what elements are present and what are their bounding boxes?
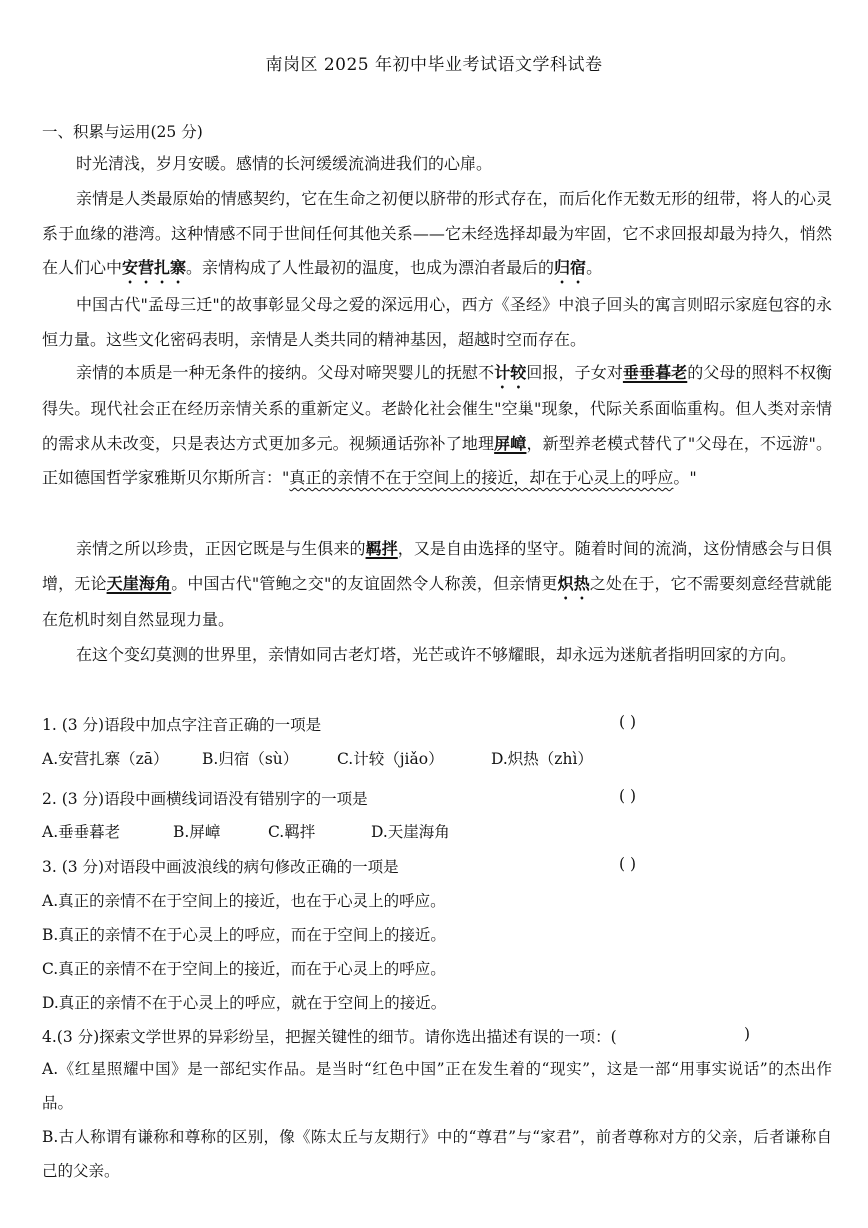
p2-text-c: 。亲情构成了人性最初的温度，也成为漂泊者最后的: [186, 258, 555, 277]
p4-text-e: 的父母的照料不权衡得失。现代社会正在经历亲情关系的重新定义。老龄化社会催生"空巢"现象，代际关系面临重构。但人类对亲情的需求从未改变，只是表达方式更加多元。视频通话弥补了地理: [42, 363, 832, 453]
p4-text-i: 。": [673, 468, 697, 487]
question-2-answer-blank[interactable]: ( ): [619, 787, 637, 805]
p4-underlined-word-2: 屏嶂: [494, 433, 527, 453]
question-2-stem: 2. (3 分)语段中画横线词语没有错别字的一项是: [42, 790, 368, 808]
question-2-options: [42, 820, 450, 842]
p5-text-c: ，又是自由选择的坚守。随着时间的流淌，这份情感会与日俱增，无论: [42, 539, 832, 593]
question-1-options: [42, 747, 593, 769]
question-1-stem: 1. (3 分)语段中加点字注音正确的一项是: [42, 716, 322, 734]
q4-option-a[interactable]: A.《红星照耀中国》是一部纪实作品。是当时“红色中国”正在发生着的“现实”，这是一部“用事实说话”的杰出作品。: [42, 1060, 832, 1112]
paragraph-6: 在这个变幻莫测的世界里，亲情如同古老灯塔，光芒或许不够耀眼，却永远为迷航者指明回家的方向。: [76, 645, 797, 664]
exam-title: 南岗区 2025 年初中毕业考试语文学科试卷: [265, 55, 603, 75]
p4-text-c: 回报，子女对: [526, 363, 623, 382]
q3-option-b[interactable]: B.真正的亲情不在于心灵上的呼应，而在于空间上的接近。: [42, 926, 446, 944]
q2-option-c[interactable]: C.羁拌: [268, 823, 316, 841]
q1-option-a[interactable]: A.安营扎寨（zā）: [42, 750, 169, 768]
p2-text-e: 。: [586, 258, 603, 277]
question-1-answer-blank[interactable]: ( ): [619, 713, 637, 731]
q3-option-d[interactable]: D.真正的亲情不在于心灵上的呼应，就在于空间上的接近。: [42, 994, 447, 1012]
p2-dotted-word-2: 归宿: [554, 258, 587, 277]
p4-text-a: 亲情的本质是一种无条件的接纳。父母对啼哭婴儿的抚慰不: [76, 363, 495, 382]
q4-option-b[interactable]: B.古人称谓有谦称和尊称的区别，像《陈太丘与友期行》中的“尊君”与“家君”，前者尊称对方的父亲，后者谦称自己的父亲。: [42, 1128, 832, 1180]
q1-option-c[interactable]: C.计较（jiǎo）: [337, 750, 444, 768]
paragraph-2: [42, 182, 832, 287]
question-4-stem: 4.(3 分)探索文学世界的异彩纷呈，把握关键性的细节。请你选出描述有误的一项：(: [42, 1028, 617, 1046]
question-3-answer-blank[interactable]: ( ): [619, 855, 637, 873]
q3-option-a[interactable]: A.真正的亲情不在于空间上的接近，也在于心灵上的呼应。: [42, 892, 446, 910]
section-heading: 一、积累与运用(25 分): [42, 123, 203, 141]
paragraph-4: [42, 356, 832, 496]
p5-text-g: 之处在于，它不需要刻意经营就能在危机时刻自然显现力量。: [42, 573, 832, 629]
q1-option-b[interactable]: B.归宿（sù）: [202, 750, 299, 768]
q2-option-b[interactable]: B.屏嶂: [173, 823, 221, 841]
p5-underlined-word-1: 羁拌: [365, 539, 398, 558]
p4-underlined-word-1: 垂垂暮老: [622, 363, 688, 382]
p5-underlined-word-2: 天崖海角: [106, 573, 172, 593]
p2-text-a: 亲情是人类最原始的情感契约，它在生命之初便以脐带的形式存在，而后化作无数无形的纽带，将人的心灵系于血缘的港湾。这种情感不同于世间任何其他关系——它未经选择却最为牢固，它不求回报却最为持久，悄然在人们心中: [42, 189, 832, 277]
q1-option-d[interactable]: D.炽热（zhì）: [491, 750, 593, 768]
paragraph-5: [42, 532, 832, 637]
q3-option-c[interactable]: C.真正的亲情不在于空间上的接近，而在于心灵上的呼应。: [42, 960, 446, 978]
p5-dotted-word: 炽热: [557, 573, 590, 593]
p2-dotted-word-1: 安营扎寨: [122, 258, 187, 277]
p5-text-e: 。中国古代"管鲍之交"的友谊固然令人称羡，但亲情更: [171, 573, 558, 593]
question-4-paren-close[interactable]: ): [744, 1025, 751, 1043]
p4-wavy-sentence: 真正的亲情不在于空间上的接近，却在于心灵上的呼应: [289, 468, 674, 487]
question-3-stem: 3. (3 分)对语段中画波浪线的病句修改正确的一项是: [42, 858, 399, 876]
p4-dotted-word: 计较: [494, 363, 527, 382]
paragraph-1: 时光清浅，岁月安暖。感情的长河缓缓流淌进我们的心扉。: [76, 154, 493, 173]
q2-option-d[interactable]: D.天崖海角: [371, 823, 450, 841]
q2-option-a[interactable]: A.垂垂暮老: [42, 823, 121, 841]
paragraph-3: 中国古代"孟母三迁"的故事彰显父母之爱的深远用心，西方《圣经》中浪子回头的寓言则昭示家庭包容的永恒力量。这些文化密码表明，亲情是人类共同的精神基因，超越时空而存在。: [42, 295, 832, 349]
p5-text-a: 亲情之所以珍贵，正因它既是与生俱来的: [76, 539, 366, 558]
p4-text-g: ，新型养老模式替代了"父母在，不远游"。正如德国哲学家雅斯贝尔斯所言：": [42, 433, 832, 487]
